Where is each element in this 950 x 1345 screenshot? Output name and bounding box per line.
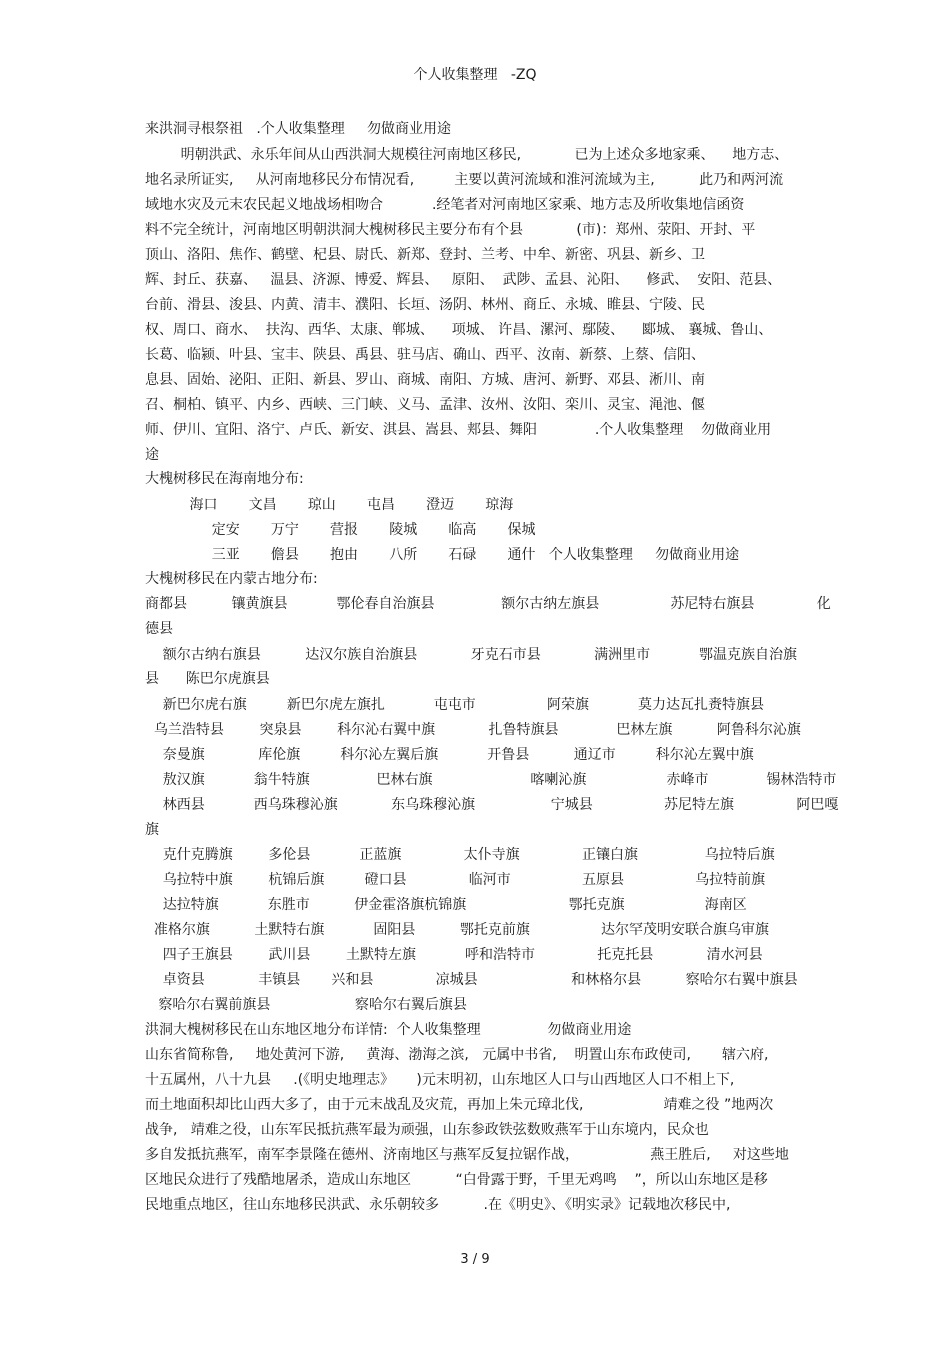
text-line: 域地水灾及元末农民起义地战场相吻合 .经笔者对河南地区家乘、地方志及所收集地信函资	[145, 197, 745, 213]
text-line: 辉、封丘、获嘉、 温县、济源、博爱、辉县、 原阳、 武陟、孟县、沁阳、 修武、 安阳、范县、	[145, 272, 782, 288]
text-line: 息县、固始、泌阳、正阳、新县、罗山、商城、南阳、方城、唐河、新野、邓县、淅川、南	[145, 372, 705, 388]
text-line: 乌兰浩特县 突泉县 科尔沁右翼中旗 扎鲁特旗县 巴林左旗 阿鲁科尔沁旗	[145, 722, 801, 738]
text-line: 顶山、洛阳、焦作、鹤壁、杞县、尉氏、新郑、登封、兰考、中牟、新密、巩县、新乡、卫	[145, 247, 705, 263]
text-line: 三亚 儋县 抱由 八所 石碌 通什 个人收集整理 勿做商业用途	[145, 547, 740, 563]
text-line: 料不完全统计，河南地区明朝洪洞大槐树移民主要分布有个县 (市)：郑州、荥阳、开封、平	[145, 222, 756, 238]
text-line: 新巴尔虎右旗 新巴尔虎左旗扎 屯屯市 阿荣旗 莫力达瓦扎赉特旗县	[145, 697, 764, 713]
text-line: 乌拉特中旗 杭锦后旗 磴口县 临河市 五原县 乌拉特前旗	[145, 872, 766, 888]
text-line: 大槐树移民在内蒙古地分布:	[145, 571, 318, 587]
text-line: 大槐树移民在海南地分布:	[145, 471, 304, 487]
text-line: 海口 文昌 琼山 屯昌 澄迈 琼海	[145, 497, 514, 513]
text-line: 额尔古纳右旗县 达汉尔族自治旗县 牙克石市县 满洲里市 鄂温克族自治旗	[145, 647, 798, 663]
text-line: 克什克腾旗 多伦县 正蓝旗 太仆寺旗 正镶白旗 乌拉特后旗	[145, 847, 775, 863]
text-line: 途	[145, 447, 159, 463]
text-line: 定安 万宁 营报 陵城 临高 保城	[145, 522, 536, 538]
text-line: 卓资县 丰镇县 兴和县 凉城县 和林格尔县 察哈尔右翼中旗县	[145, 972, 798, 988]
text-line: 权、周口、商水、 扶沟、西华、太康、郸城、 项城、 许昌、漯河、鄢陵、 郾城、 襄城、鲁山、	[145, 322, 773, 338]
text-line: 民地重点地区，往山东地移民洪武、永乐朝较多 .在《明史》、《明实录》记载地次移民中,	[145, 1197, 731, 1213]
text-line: 地名录所证实, 从河南地移民分布情况看, 主要以黄河流域和淮河流域为主, 此乃和两河流	[145, 172, 784, 188]
page-header: 个人收集整理 -ZQ	[413, 67, 537, 83]
text-line: 明朝洪武、永乐年间从山西洪洞大规模往河南地区移民, 已为上述众多地家乘、 地方志、	[145, 147, 789, 163]
text-line: 奈曼旗 库伦旗 科尔沁左翼后旗 开鲁县 通辽市 科尔沁左翼中旗	[145, 747, 754, 763]
text-line: 多自发抵抗燕军，南军李景隆在德州、济南地区与燕军反复拉锯作战， 燕王胜后, 对这些地	[145, 1147, 789, 1163]
text-line: 区地民众进行了残酷地屠杀，造成山东地区 “白骨露于野，千里无鸡鸣 ”，所以山东地区是移	[145, 1172, 768, 1188]
text-line: 山东省简称鲁, 地处黄河下游, 黄海、渤海之滨, 元属中书省, 明置山东布政使司, 辖六府,	[145, 1047, 769, 1063]
text-line: 商都县 镶黄旗县 鄂伦春自治旗县 额尔古纳左旗县 苏尼特右旗县 化	[145, 596, 831, 612]
text-line: 十五属州，八十九县 .(《明史地理志》 )元末明初，山东地区人口与山西地区人口不相上下,	[145, 1072, 735, 1088]
text-line: 战争, 靖难之役，山东军民抵抗燕军最为顽强，山东参政铁弦数败燕军于山东境内，民众也	[145, 1122, 709, 1138]
text-line: 来洪洞寻根祭祖 .个人收集整理 勿做商业用途	[145, 121, 452, 137]
text-line: 长葛、临颍、叶县、宝丰、陕县、禹县、驻马店、确山、西平、汝南、新蔡、上蔡、信阳、	[145, 347, 705, 363]
text-line: 旗	[145, 822, 159, 838]
text-line: 洪洞大槐树移民在山东地区地分布详情: 个人收集整理 勿做商业用途	[145, 1022, 632, 1038]
text-line: 县 陈巴尔虎旗县	[145, 671, 270, 687]
text-line: 敖汉旗 翁牛特旗 巴林右旗 喀喇沁旗 赤峰市 锡林浩特市	[145, 772, 837, 788]
text-line: 察哈尔右翼前旗县 察哈尔右翼后旗县	[145, 997, 467, 1013]
text-line: 四子王旗县 武川县 土默特左旗 呼和浩特市 托克托县 清水河县	[145, 947, 763, 963]
text-line: 师、伊川、宜阳、洛宁、卢氏、新安、淇县、嵩县、郏县、舞阳 .个人收集整理 勿做商业用	[145, 422, 772, 438]
page-number: 3 / 9	[460, 1252, 490, 1267]
text-line: 而土地面积却比山西大多了，由于元末战乱及灾荒，再加上朱元璋北伐, 靖难之役 ”地两次	[145, 1097, 774, 1113]
text-line: 德县	[145, 621, 173, 637]
text-line: 达拉特旗 东胜市 伊金霍洛旗杭锦旗 鄂托克旗 海南区	[145, 897, 747, 913]
text-line: 台前、滑县、浚县、内黄、清丰、濮阳、长垣、汤阴、林州、商丘、永城、睢县、宁陵、民	[145, 297, 705, 313]
text-line: 召、桐柏、镇平、内乡、西峡、三门峡、义马、孟津、汝州、汝阳、栾川、灵宝、渑池、偃	[145, 397, 705, 413]
text-line: 林西县 西乌珠穆沁旗 东乌珠穆沁旗 宁城县 苏尼特左旗 阿巴嘎	[145, 797, 839, 813]
text-line: 准格尔旗 土默特右旗 固阳县 鄂托克前旗 达尔罕茂明安联合旗乌审旗	[145, 922, 770, 938]
